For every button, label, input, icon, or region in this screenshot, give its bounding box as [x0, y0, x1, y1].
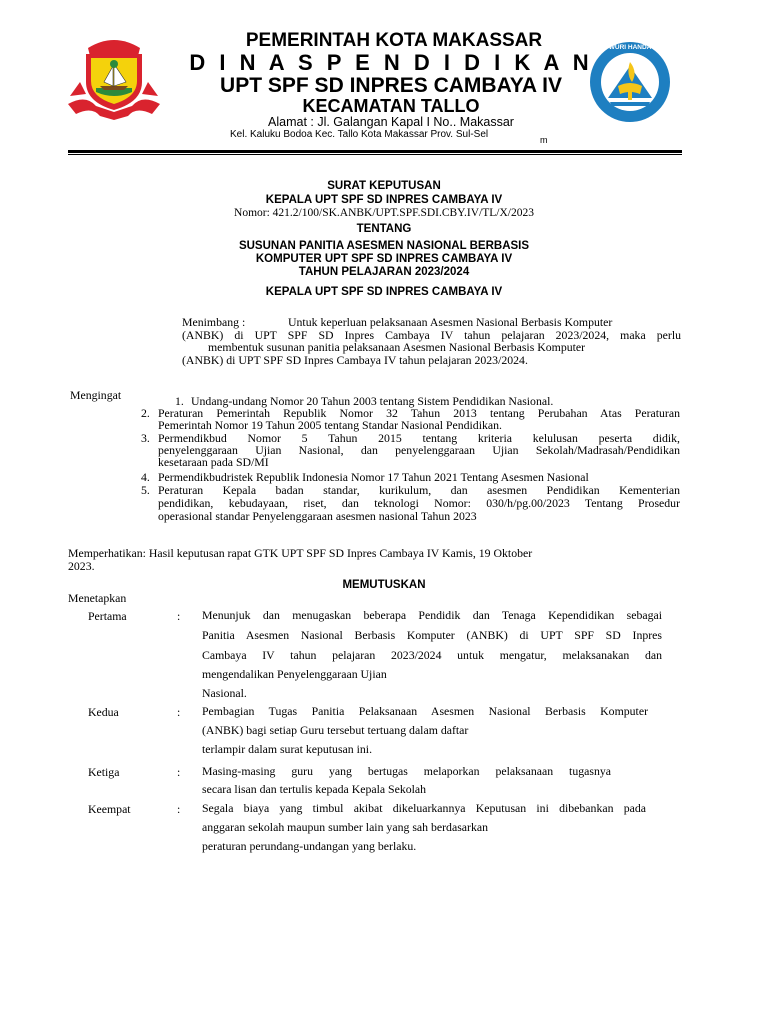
- mengingat-num-3: 3.: [141, 431, 150, 445]
- keempat-line-2: anggaran sekolah maupun sumber lain yang sah berdasarkan: [202, 820, 488, 834]
- mengingat-item-1-line-1: Undang-undang Nomor 20 Tahun 2003 tentang Sistem Pendidikan Nasional.: [191, 394, 554, 408]
- memperhatikan-line-2: 2023.: [68, 559, 95, 573]
- ketiga-label: Ketiga: [88, 765, 120, 779]
- kedua-label: Kedua: [88, 705, 119, 719]
- mengingat-num-1: 1.: [175, 394, 184, 408]
- department-name: D I N A S P E N D I D I K A N: [189, 50, 593, 75]
- letterhead-rule-thin: [68, 154, 682, 155]
- kedua-line-2: (ANBK) bagi setiap Guru tersebut tertuang dalam daftar: [202, 723, 469, 737]
- mengingat-item-2-line-1: Peraturan Pemerintah Republik Nomor 32 Tahun 2013 tentang Perubahan Atas Peraturan: [158, 406, 680, 420]
- letterhead-rule-thick: [68, 150, 682, 153]
- doc-subject-2: KOMPUTER UPT SPF SD INPRES CAMBAYA IV: [255, 253, 513, 265]
- pertama-line-4: mengendalikan Penyelenggaraan Ujian: [202, 667, 387, 681]
- pertama-line-2: Panitia Asesmen Nasional Berbasis Komputer (ANBK) di UPT SPF SD Inpres: [202, 628, 662, 642]
- doc-issuer-2: KEPALA UPT SPF SD INPRES CAMBAYA IV: [265, 286, 503, 298]
- pertama-label: Pertama: [88, 609, 127, 623]
- menimbang-line-4: (ANBK) di UPT SPF SD Inpres Cambaya IV tahun pelajaran 2023/2024.: [182, 353, 528, 367]
- keempat-label: Keempat: [88, 802, 131, 816]
- mengingat-num-5: 5.: [141, 483, 150, 497]
- ketiga-colon: :: [177, 765, 181, 779]
- menimbang-label: Menimbang :: [182, 315, 246, 329]
- menimbang-line-2: (ANBK) di UPT SPF SD Inpres Cambaya IV tahun pelajaran 2023/2024, maka perlu: [182, 328, 681, 342]
- address-mark: m: [540, 135, 548, 145]
- ketiga-line-2: secara lisan dan tertulis kepada Kepala Sekolah: [202, 782, 427, 796]
- pertama-line-1: Menunjuk dan menugaskan beberapa Pendidik dan Tenaga Kependidikan sebagai: [202, 608, 662, 622]
- doc-type: SURAT KEPUTUSAN: [327, 180, 441, 192]
- doc-subject-3: TAHUN PELAJARAN 2023/2024: [298, 266, 470, 278]
- ketiga-line-1: Masing-masing guru yang bertugas melaporkan pelaksanaan tugasnya: [202, 764, 611, 778]
- mengingat-num-2: 2.: [141, 406, 150, 420]
- doc-issuer: KEPALA UPT SPF SD INPRES CAMBAYA IV: [265, 194, 503, 206]
- keempat-line-1: Segala biaya yang timbul akibat dikeluarkannya Keputusan ini dibebankan pada: [202, 801, 646, 815]
- keempat-line-3: peraturan perundang-undangan yang berlaku.: [202, 839, 417, 853]
- mengingat-item-5-line-1: Peraturan Kepala badan standar, kurikulum, dan asesmen Pendidikan Kementerian: [158, 483, 680, 497]
- district-name: KECAMATAN TALLO: [302, 96, 480, 116]
- pertama-line-3: Cambaya IV tahun pelajaran 2023/2024 untuk mengatur, melaksanakan dan: [202, 648, 662, 662]
- menimbang-line-3: membentuk susunan panitia pelaksanaan Asesmen Nasional Berbasis Komputer: [208, 340, 586, 354]
- school-name: UPT SPF SD INPRES CAMBAYA IV: [220, 74, 562, 97]
- mengingat-item-3-line-2: penyelenggaraan Ujian Nasional, dan penyelenggaraan Ujian Sekolah/Madrasah/Pendidikan: [158, 443, 680, 457]
- mengingat-item-3-line-1: Permendikbud Nomor 5 Tahun 2015 tentang kriteria kelulusan peserta didik,: [158, 431, 680, 445]
- tut-wuri-text: TUT WURI HANDAYANI: [594, 44, 666, 51]
- mengingat-item-3-line-3: kesetaraan pada SD/MI: [158, 455, 269, 469]
- address-line-1: Alamat : Jl. Galangan Kapal I No.. Makassar: [268, 115, 514, 129]
- menetapkan-label: Menetapkan: [68, 591, 127, 605]
- menimbang-line-1: Untuk keperluan pelaksanaan Asesmen Nasional Berbasis Komputer: [288, 315, 613, 329]
- doc-subject-1: SUSUNAN PANITIA ASESMEN NASIONAL BERBASIS: [238, 240, 530, 252]
- mengingat-item-5-line-3: operasional standar Penyelenggaraan asesmen nasional Tahun 2023: [158, 509, 477, 523]
- mengingat-item-4-line-1: Permendikbudristek Republik Indonesia Nomor 17 Tahun 2021 Tentang Asesmen Nasional: [158, 470, 589, 484]
- mengingat-num-4: 4.: [141, 470, 150, 484]
- mengingat-item-5-line-2: pendidikan, kebudayaan, riset, dan teknologi Nomor: 030/h/pg.00/2023 Tentang Prosedur: [158, 496, 680, 510]
- doc-about: TENTANG: [356, 223, 412, 235]
- kedua-line-3: terlampir dalam surat keputusan ini.: [202, 742, 373, 756]
- doc-number: Nomor: 421.2/100/SK.ANBK/UPT.SPF.SDI.CBY.IV/TL/X/2023: [234, 207, 534, 219]
- mengingat-item-2-line-2: Pemerintah Nomor 19 Tahun 2005 tentang Standar Nasional Pendidikan.: [158, 418, 502, 432]
- mengingat-label: Mengingat: [70, 388, 122, 402]
- kedua-line-1: Pembagian Tugas Panitia Pelaksanaan Asesmen Nasional Berbasis Komputer: [202, 704, 648, 718]
- memperhatikan-line-1: Memperhatikan: Hasil keputusan rapat GTK UPT SPF SD Inpres Cambaya IV Kamis, 19 Oktober: [68, 546, 533, 560]
- pertama-colon: :: [177, 609, 181, 623]
- address-line-2: Kel. Kaluku Bodoa Kec. Tallo Kota Makassar Prov. Sul-Sel: [230, 129, 489, 140]
- gov-name: PEMERINTAH KOTA MAKASSAR: [245, 30, 543, 51]
- pertama-line-5: Nasional.: [202, 686, 247, 700]
- memutuskan-heading: MEMUTUSKAN: [342, 579, 426, 591]
- kedua-colon: :: [177, 705, 181, 719]
- keempat-colon: :: [177, 802, 181, 816]
